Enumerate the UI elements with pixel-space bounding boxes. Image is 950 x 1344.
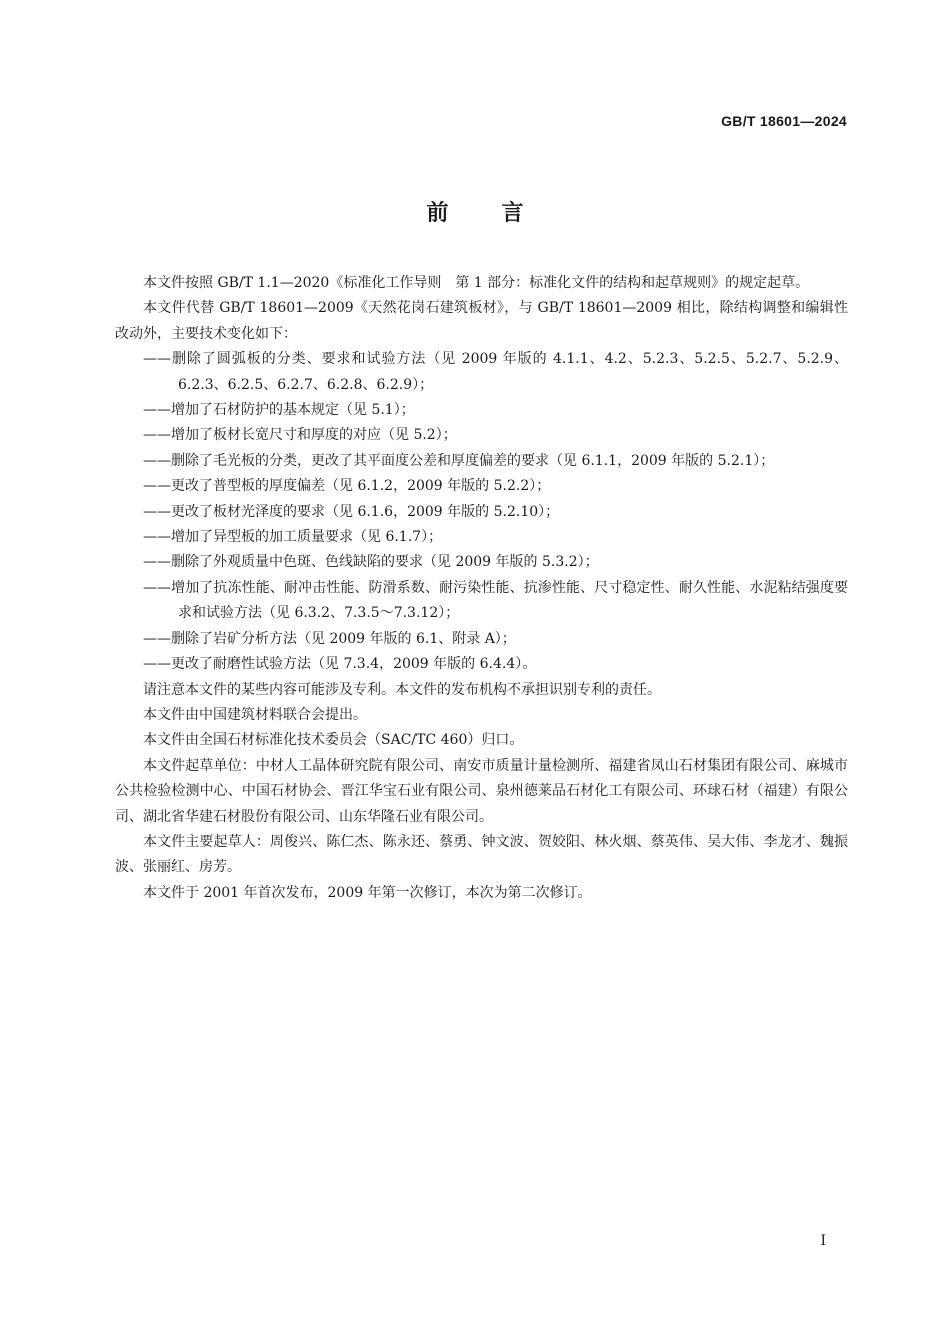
title-char-2: 言 xyxy=(501,201,524,226)
change-item: ——增加了石材防护的基本规定（见 5.1）； xyxy=(143,402,415,419)
change-item: ——更改了普型板的厚度偏差（见 6.1.2，2009 年版的 5.2.2）； xyxy=(143,478,551,495)
paragraph-administered-by: 本文件由全国石材标准化技术委员会（SAC/TC 460）归口。 xyxy=(143,732,524,749)
change-item: ——更改了板材光泽度的要求（见 6.1.6，2009 年版的 5.2.10）； xyxy=(143,503,560,520)
standard-code: GB/T 18601—2024 xyxy=(721,113,847,129)
change-item: ——增加了抗冻性能、耐冲击性能、防滑系数、耐污染性能、抗渗性能、尺寸稳定性、耐久性能、水泥粘结强度要求和试验方法（见 6.3.2、7.3.5～7.3.12）； xyxy=(143,579,848,622)
paragraph-drafters: 本文件主要起草人：周俊兴、陈仁杰、陈永还、蔡勇、钟文波、贺姣阳、林火烟、蔡英伟、吴大伟、李龙才、魏振波、张丽红、房芳。 xyxy=(115,833,848,876)
change-item: ——增加了异型板的加工质量要求（见 6.1.7）； xyxy=(143,529,443,546)
paragraph-drafting-units: 本文件起草单位：中材人工晶体研究院有限公司、南安市质量计量检测所、福建省凤山石材集团有限公司、麻城市公共检验检测中心、中国石材协会、晋江华宝石业有限公司、泉州德莱品石材化工有限公司、环球石材（福建）有限公司、湖北省华建石材股份有限公司、山东华隆石业有限公司。 xyxy=(115,757,848,825)
change-item: ——更改了耐磨性试验方法（见 7.3.4，2009 年版的 6.4.4）。 xyxy=(143,656,537,673)
paragraph-drafting-rules: 本文件按照 GB/T 1.1—2020《标准化工作导则 第 1 部分：标准化文件的结构和起草规则》的规定起草。 xyxy=(143,275,810,291)
title-char-1: 前 xyxy=(426,201,449,226)
paragraph-proposed-by: 本文件由中国建筑材料联合会提出。 xyxy=(143,706,367,723)
change-item: ——删除了圆弧板的分类、要求和试验方法（见 2009 年版的 4.1.1、4.2、5.2.3、5.2.5、5.2.7、5.2.9、6.2.3、6.2.5、6.2.7、6.2.8、6.2.9）； xyxy=(143,351,848,393)
page-number: I xyxy=(820,1233,826,1249)
paragraph-patent-notice: 请注意本文件的某些内容可能涉及专利。本文件的发布机构不承担识别专利的责任。 xyxy=(143,681,661,698)
page-title xyxy=(0,196,950,227)
change-item: ——删除了岩矿分析方法（见 2009 年版的 6.1、附录 A）； xyxy=(143,630,516,647)
paragraph-replacement: 本文件代替 GB/T 18601—2009《天然花岗石建筑板材》，与 GB/T 18601—2009 相比，除结构调整和编辑性改动外，主要技术变化如下： xyxy=(115,300,848,342)
change-item: ——删除了外观质量中色斑、色线缺陷的要求（见 2009 年版的 5.3.2）； xyxy=(143,554,599,571)
paragraph-history: 本文件于 2001 年首次发布，2009 年第一次修订，本次为第二次修订。 xyxy=(143,884,592,901)
change-item: ——删除了毛光板的分类，更改了其平面度公差和厚度偏差的要求（见 6.1.1，2009 年版的 5.2.1）； xyxy=(143,452,775,469)
foreword-body xyxy=(115,271,848,906)
change-item: ——增加了板材长宽尺寸和厚度的对应（见 5.2）； xyxy=(143,427,457,444)
